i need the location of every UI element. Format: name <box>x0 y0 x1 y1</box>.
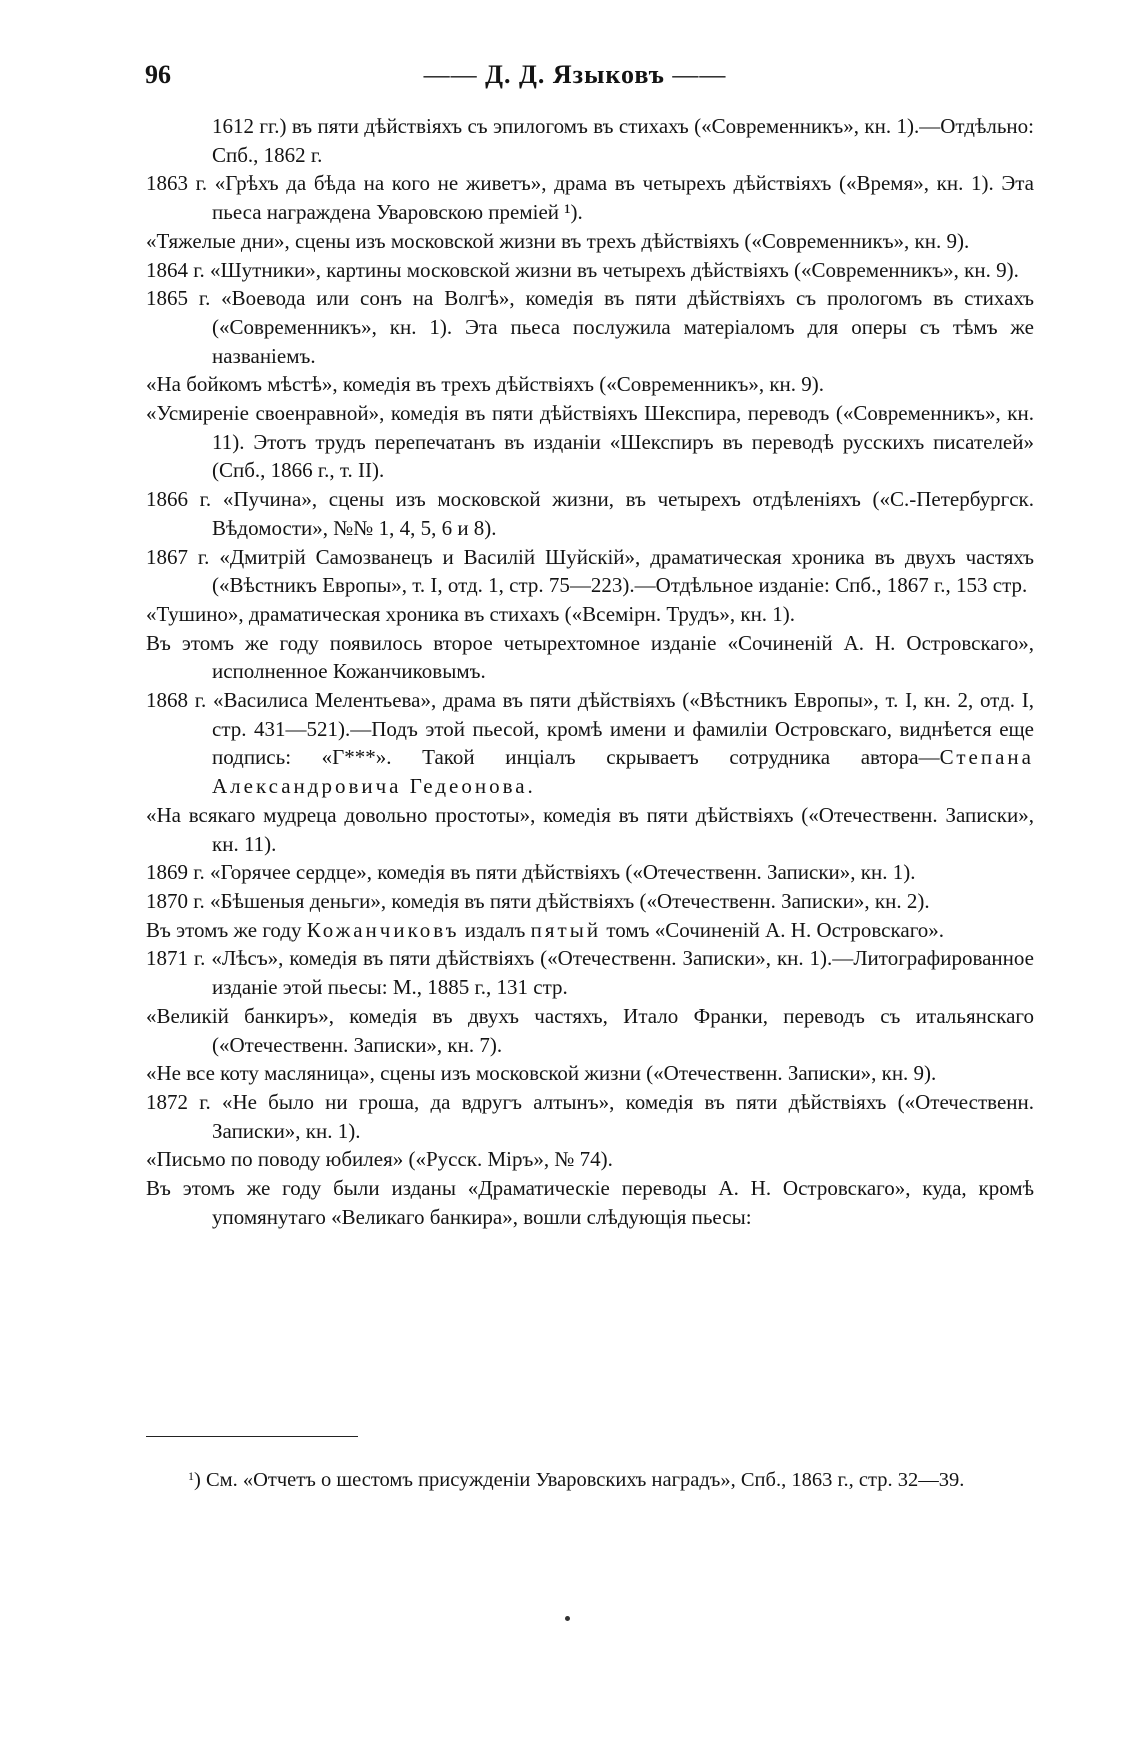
entry-5th-volume: пятый <box>530 917 602 942</box>
entry-5th-mid: издалъ <box>459 917 531 942</box>
entry-dramatic-translations: Въ этомъ же году были изданы «Драматическіе переводы А. Н. Островскаго», куда, кромѣ упомянутаго «Великаго банкира», вошли слѣдующія пьесы: <box>146 1176 1034 1229</box>
entry-5th-publisher: Кожанчиковъ <box>306 917 460 942</box>
entry-1869-goryachee-serdtse: 1869 г. «Горячее сердце», комедія въ пяти дѣйствіяхъ («Отечественн. Записки», кн. 1). <box>146 860 916 885</box>
entry-1871-litho: Литографированное изданіе этой пьесы: М., 1885 г., 131 стр. <box>212 946 1034 1000</box>
footnote <box>146 1466 1034 1494</box>
entry-1868-vasilisa <box>146 686 1034 801</box>
entry-usmirenie: «Усмиреніе своенравной», комедія въ пяти дѣйствіяхъ Шекспира, переводъ («Современникъ», кн. 11). Этотъ трудъ перепечатанъ въ изданіи «Шекспиръ въ переводѣ русскихъ писателей» (Спб., 1866 г., т. II). <box>146 401 1034 483</box>
entry-collected-works-4vol: Въ этомъ же году появилось второе четырехтомное изданіе «Сочиненій А. Н. Островскаго», исполненное Кожанчиковымъ. <box>146 630 1034 684</box>
print-speck <box>565 1616 570 1621</box>
entry-1868-end: . <box>527 774 533 799</box>
entry-na-boikom-meste: «На бойкомъ мѣстѣ», комедія въ трехъ дѣйствіяхъ («Современникъ», кн. 9). <box>146 372 825 397</box>
entry-1871-les <box>146 944 1034 1001</box>
entry-1865-voevoda: 1865 г. «Воевода или сонъ на Волгѣ», комедія въ пяти дѣйствіяхъ съ прологомъ въ стихахъ («Современникъ», кн. 1). Эта пьеса послужила матеріаломъ для оперы съ тѣмъ же названіемъ. <box>146 286 1034 368</box>
entry-collected-works-5th <box>146 916 1034 945</box>
bibliography-text <box>146 112 1034 1231</box>
entry-pismo-yubileya: «Письмо по поводу юбилея» («Русск. Міръ», № 74). <box>146 1147 613 1172</box>
entry-1872-ne-bylo-ni-grosha: 1872 г. «Не было ни гроша, да вдругъ алтынъ», комедія въ пяти дѣйствіяхъ («Отечественн. Записки», кн. 1). <box>146 1089 1034 1143</box>
footnote-rule <box>146 1436 358 1437</box>
footnote-marker: 1 <box>188 1469 194 1483</box>
entry-continuation: 1612 гг.) въ пяти дѣйствіяхъ съ эпилогомъ въ стихахъ («Современникъ», кн. 1).—Отдѣльно: Спб., 1862 г. <box>212 114 1034 167</box>
entry-1867-dmitrii: 1867 г. «Дмитрій Самозванецъ и Василій Шуйскій», драматическая хроника въ двухъ частяхъ («Вѣстникъ Европы», т. I, отд. 1, стр. 75—223).—Отдѣльное изданіе: Спб., 1867 г., 153 стр. <box>146 544 1034 598</box>
page-header <box>0 56 1140 96</box>
page-number: 96 <box>145 60 171 89</box>
entry-na-vsyakogo-mudretsa: «На всякаго мудреца довольно простоты», комедія въ пяти дѣйствіяхъ («Отечественн. Записки», кн. 11). <box>146 802 1034 856</box>
entry-1871-les-text: 1871 г. «Лѣсъ», комедія въ пяти дѣйствіяхъ («Отечественн. Записки», кн. 1).— <box>146 946 854 971</box>
entry-1868-vasilisa-text: 1868 г. «Василиса Мелентьева», драма въ пяти дѣйствіяхъ («Вѣстникъ Европы», т. I, кн. 2, отд. I, стр. 431—521).—Подъ этой пьесой, кромѣ имени и фамиліи Островскаго, виднѣется еще подпись: «Г***». Такой инціалъ скрываетъ сотрудника автора— <box>146 688 1034 770</box>
running-head-dash-right: —— <box>672 60 727 89</box>
entry-1870-beshenye-dengi: 1870 г. «Бѣшеныя деньги», комедія въ пяти дѣйствіяхъ («Отечественн. Записки», кн. 2). <box>146 888 930 913</box>
footnote-text: ) См. «Отчетъ о шестомъ присужденіи Уваровскихъ наградъ», Спб., 1863 г., стр. 32—39. <box>194 1469 965 1491</box>
entry-5th-tail: томъ «Сочиненій А. Н. Островскаго». <box>601 917 945 942</box>
entry-tushino: «Тушино», драматическая хроника въ стихахъ («Всемірн. Трудъ», кн. 1). <box>146 601 796 626</box>
entry-1866-puchina: 1866 г. «Пучина», сцены изъ московской жизни, въ четырехъ отдѣленіяхъ («С.-Петербургск. Вѣдомости», №№ 1, 4, 5, 6 и 8). <box>146 487 1034 540</box>
running-head-dash-left: —— <box>423 60 478 89</box>
entry-1864-shutniki: 1864 г. «Шутники», картины московской жизни въ четырехъ дѣйствіяхъ («Современникъ», кн. 9). <box>146 257 1019 282</box>
entry-tyazhelye-dni: «Тяжелые дни», сцены изъ московской жизни въ трехъ дѣйствіяхъ («Современникъ», кн. 9). <box>146 228 970 253</box>
entry-1868-coauthor-name: Степана Александровича Гедеонова <box>212 745 1034 799</box>
footnote-1 <box>146 1466 1034 1494</box>
entry-velikii-bankir: «Великій банкиръ», комедія въ двухъ частяхъ, Итало Франки, переводъ съ итальянскаго («Отечественн. Записки», кн. 7). <box>146 1003 1034 1057</box>
running-head-title: Д. Д. Языковъ <box>485 60 665 89</box>
entry-5th-text: Въ этомъ же году <box>146 917 307 942</box>
running-head <box>405 60 745 90</box>
entry-1863-grekh: 1863 г. «Грѣхъ да бѣда на кого не живетъ», драма въ четырехъ дѣйствіяхъ («Время», кн. 1). Эта пьеса награждена Уваровскою преміей ¹). <box>146 171 1034 225</box>
entry-ne-vse-kotu: «Не все коту масляница», сцены изъ московской жизни («Отечественн. Записки», кн. 9). <box>146 1061 937 1086</box>
